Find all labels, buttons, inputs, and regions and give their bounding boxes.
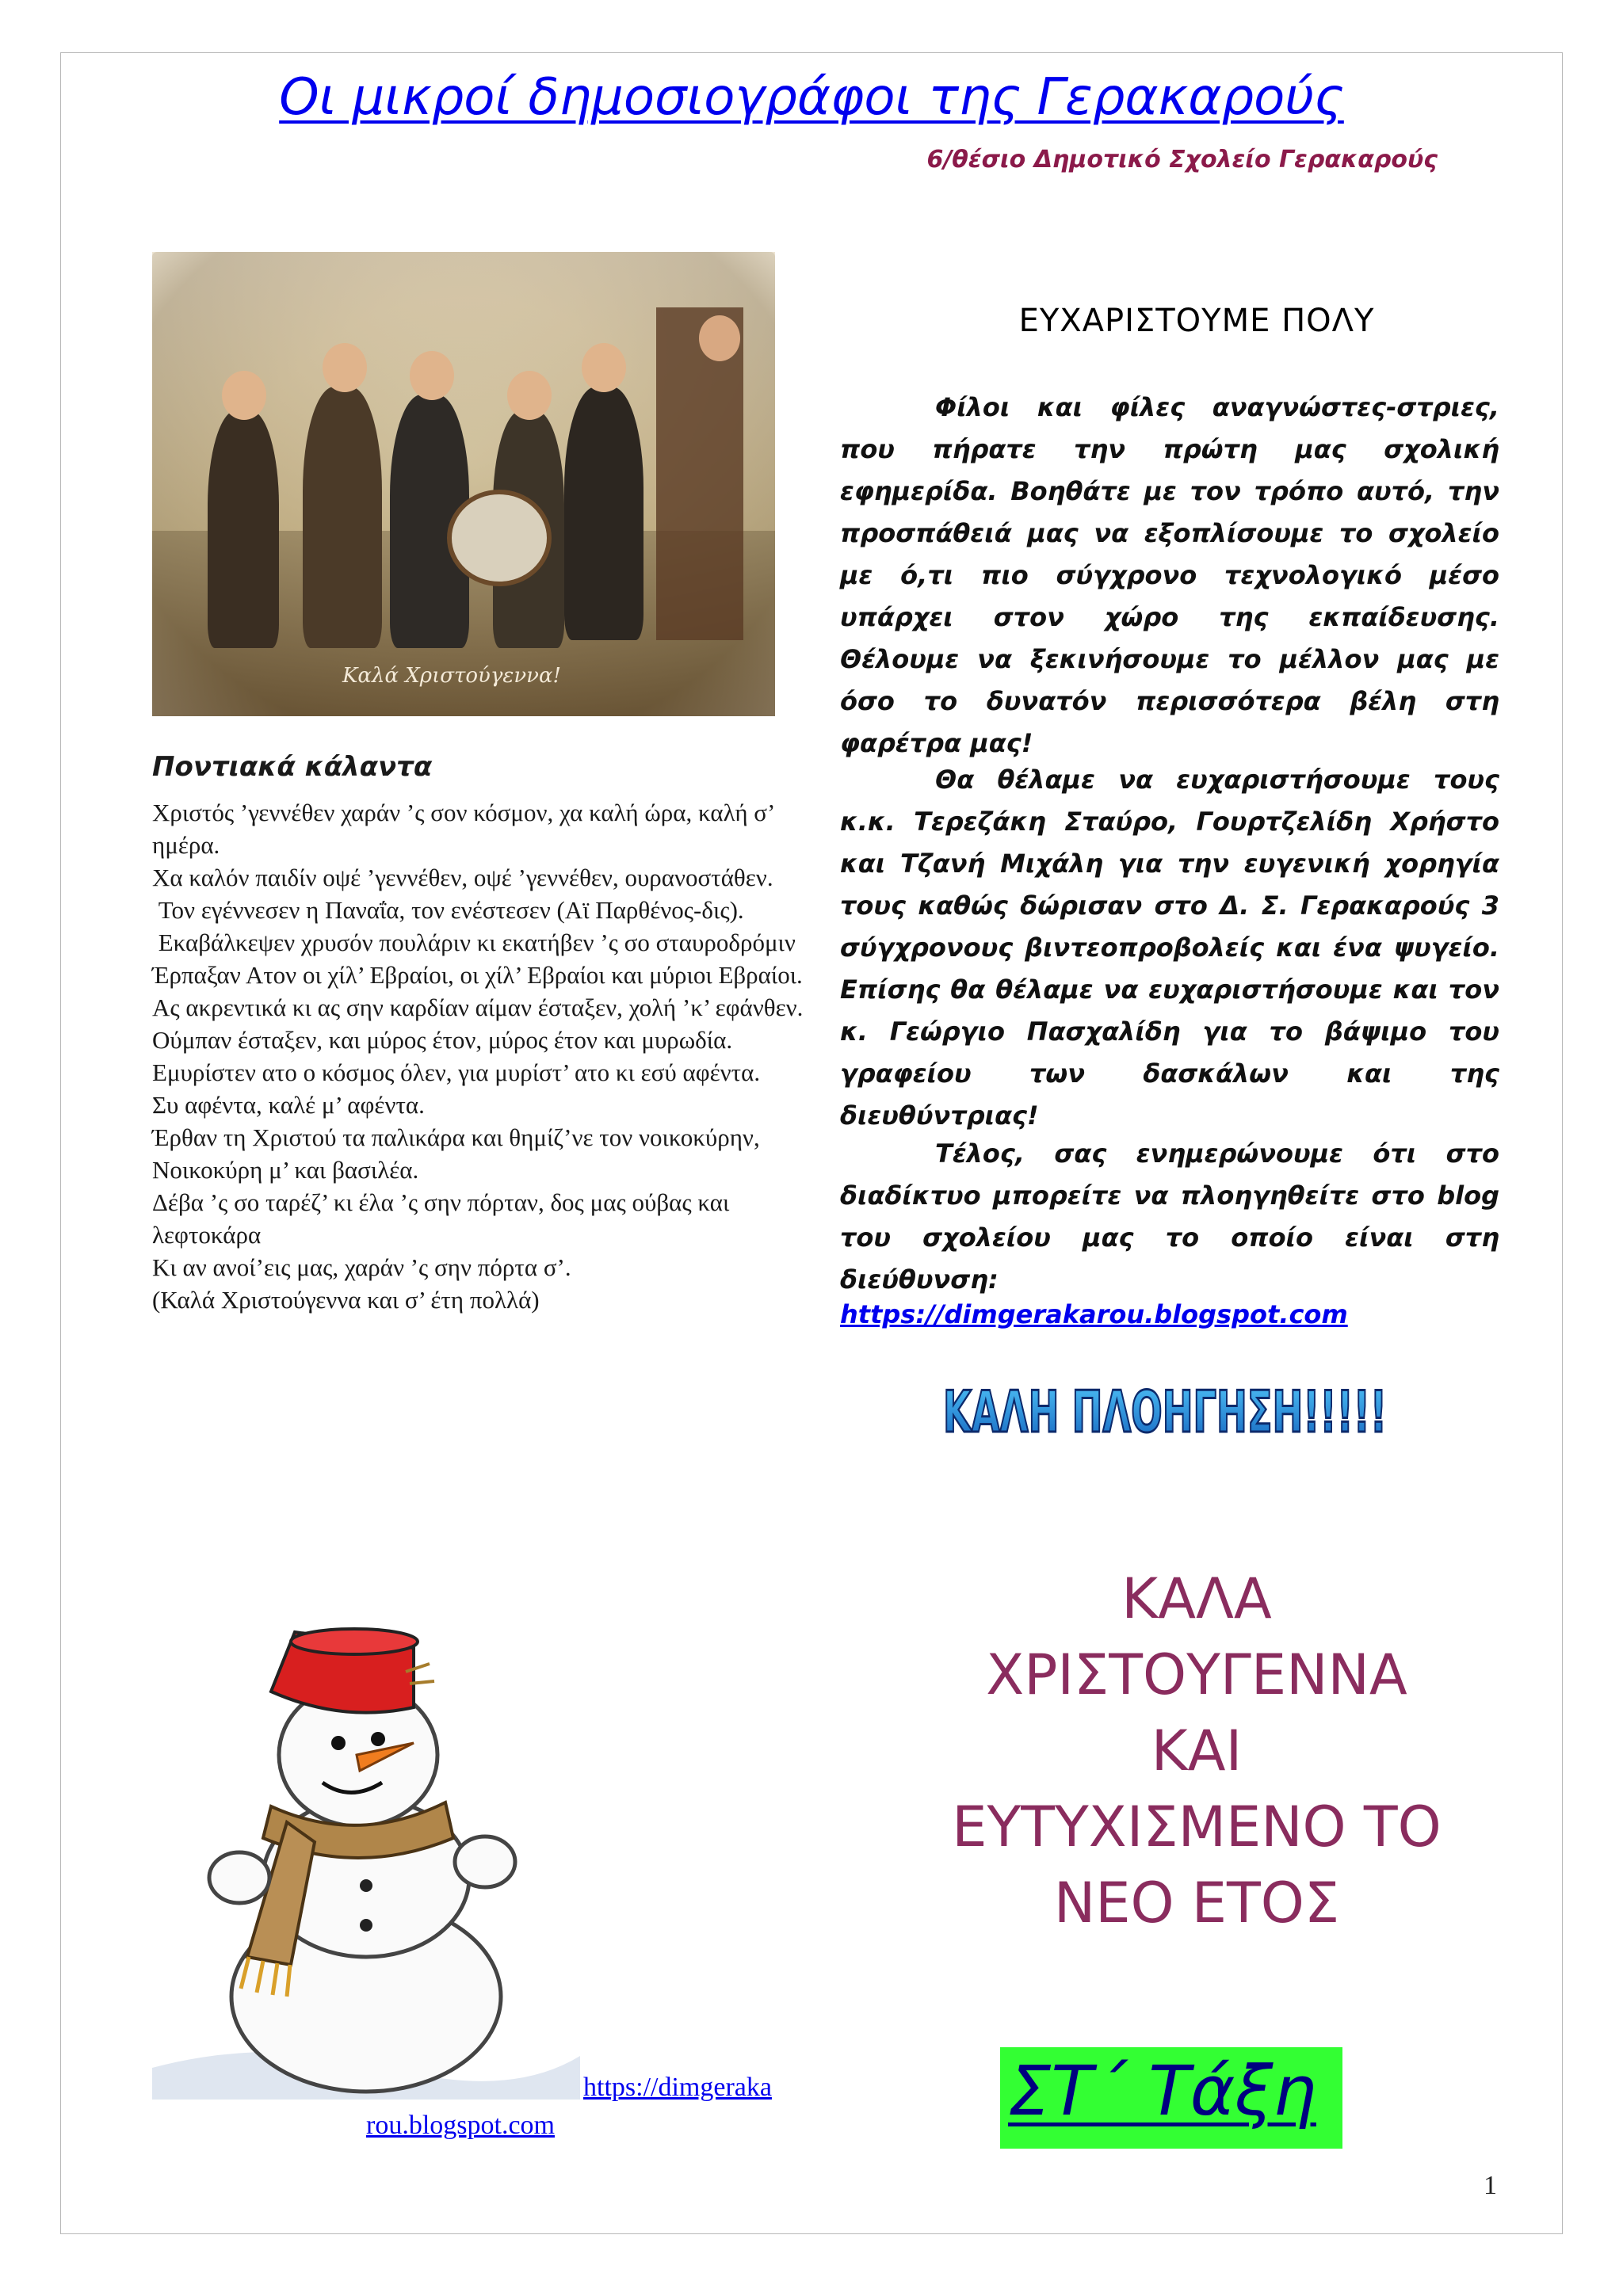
wordart-text: ΚΑΛΗ ΠΛΟΗΓΗΣΗ!!!!! xyxy=(943,1379,1387,1445)
painting-caption: Καλά Χριστούγεννα! xyxy=(342,664,561,688)
thanks-heading: ΕΥΧΑΡΙΣΤΟΥΜΕ ΠΟΛΥ xyxy=(1018,303,1375,339)
holiday-greeting xyxy=(840,1561,1553,1941)
pontic-carols-poem xyxy=(152,796,810,1316)
poem-line: Χα καλόν παιδίν οψέ ’γεννέθεν, οψέ ’γεννέθεν, ουρανοστάθεν. xyxy=(152,864,773,891)
carol-singers-painting xyxy=(152,252,775,716)
blog-link-part1[interactable]: https://dimgeraka xyxy=(583,2073,772,2102)
poem-line: Συ αφέντα, καλέ μ’ αφέντα. xyxy=(152,1091,425,1119)
thanks-paragraph-1: Φίλοι και φίλες αναγνώστες-στριες, που πήρατε την πρώτη μας σχολική εφημερίδα. Βοηθάτε με τον τρόπο αυτό, την προσπάθειά μας να εξοπλίσουμε το σχολείο με ό,τι πιο σύγχρονο τεχνολογικό μέσο υπάρχει στον χώρο της εκπαίδευσης. Θέλουμε να ξεκινήσουμε το μέλλον μας με όσο το δυνατόν περισσότερα βέλη στη φαρέτρα μας! xyxy=(840,392,1499,758)
blog-link-part2[interactable]: rou.blogspot.com xyxy=(366,2111,555,2140)
wordart-happy-browsing xyxy=(935,1356,1395,1459)
poem-line: Τον εγέννεσεν η Παναΐα, τον ενέστεσεν (Αϊ Παρθένος-δις). xyxy=(152,896,744,924)
poem-line: (Καλά Χριστούγεννα και σ’ έτη πολλά) xyxy=(152,1286,540,1314)
poem-line: Έρπαξαν Ατον οι χίλ’ Εβραίοι, οι χίλ’ Εβραίοι και μύριοι Εβραίοι. xyxy=(152,961,803,989)
poem-line: Εμυρίστεν ατο ο κόσμος όλεν, για μυρίστ’ ατο κι εσύ αφέντα. xyxy=(152,1058,761,1086)
school-subtitle: 6/θέσιο Δημοτικό Σχολείο Γερακαρούς xyxy=(926,146,1438,174)
blog-link[interactable]: https://dimgerakarou.blogspot.com xyxy=(840,1299,1348,1329)
poem-line: Δέβα ’ς σο ταρέζ’ κι έλα ’ς σην πόρταν, δος μας ούβας και λεφτοκάρα xyxy=(152,1188,730,1249)
greeting-line: ΝΕΟ ΕΤΟΣ xyxy=(1053,1871,1340,1936)
greeting-line: ΕΥΤΥΧΙΣΜΕΝΟ ΤΟ xyxy=(952,1794,1442,1859)
thanks-paragraph-3: Τέλος, σας ενημερώνουμε ότι στο διαδίκτυο μπορείτε να πλοηγηθείτε στο blog του σχολείου μας το οποίο είναι στη διεύθυνση: xyxy=(840,1138,1499,1295)
thanks-paragraph-2: Θα θέλαμε να ευχαριστήσουμε τους κ.κ. Τερεζάκη Σταύρο, Γουρτζελίδη Χρήστο και Τζανή Μιχάλη για την ευγενική χορηγία τους καθώς δώρισαν στο Δ. Σ. Γερακαρούς 3 σύγχρονους βιντεοπροβολείς και ένα ψυγείο. Επίσης θα θέλαμε να ευχαριστήσουμε και τον κ. Γεώργιο Πασχαλίδη για το βάψιμο του γραφείου των δασκάλων και της διευθύντριας! xyxy=(840,765,1499,1131)
greeting-line: ΚΑΙ xyxy=(1151,1718,1243,1783)
poem-line: Κι αν ανοί’εις μας, χαράν ’ς σην πόρτα σ’. xyxy=(152,1253,571,1281)
greeting-line: ΚΑΛΑ xyxy=(1121,1566,1272,1631)
page-number: 1 xyxy=(1484,2171,1497,2200)
poem-line: Εκαβάλκεψεν χρυσόν πουλάριν κι εκατήβεν ’ς σο σταυροδρόμιν xyxy=(152,929,796,956)
poem-line: Ούμπαν έσταξεν, και μύρος έτον, μύρος έτον και μυρωδία. xyxy=(152,1026,733,1054)
poem-line: Ας ακρεντικά κι ας σην καρδίαν αίμαν έσταξεν, χολή ’κ’ εφάνθεν. xyxy=(152,994,804,1021)
pontic-carols-heading: Ποντιακά κάλαντα xyxy=(152,751,433,783)
class-label: ΣΤ΄ Τάξη xyxy=(1008,2052,1316,2131)
greeting-line: ΧΡΙΣΤΟΥΓΕΝΝΑ xyxy=(986,1642,1407,1707)
snowman-illustration xyxy=(152,1624,580,2100)
class-badge xyxy=(1000,2047,1342,2149)
page-title: Οι μικροί δημοσιογράφοι της Γερακαρούς xyxy=(279,68,1344,127)
poem-line: Χριστός ’γεννέθεν χαράν ’ς σον κόσμον, χα καλή ώρα, καλή σ’ ημέρα. xyxy=(152,799,774,859)
poem-line: Νοικοκύρη μ’ και βασιλέα. xyxy=(152,1156,419,1184)
poem-line: Έρθαν τη Χριστού τα παλικάρα και θημίζ’νε τον νοικοκύρην, xyxy=(152,1123,760,1151)
